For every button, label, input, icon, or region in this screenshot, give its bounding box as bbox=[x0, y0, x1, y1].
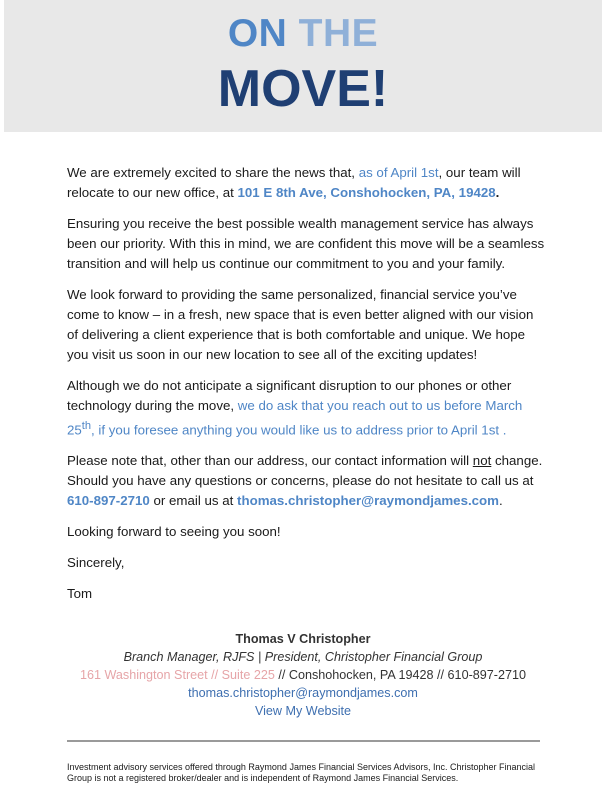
p5-not: not bbox=[472, 453, 492, 469]
signature-name: Thomas V Christopher bbox=[235, 632, 371, 646]
move-date: as of April 1st bbox=[358, 165, 439, 180]
p4-request: we do ask that you reach out to us before March 25 bbox=[67, 398, 523, 438]
signature-title: Branch Manager, RJFS | President, Christopher Financial Group bbox=[123, 650, 483, 664]
p5-text-2: change. Should you have any questions or concerns, please do not hesitate to call us at bbox=[67, 453, 543, 489]
p5-text-3: or email us at bbox=[149, 493, 238, 509]
signoff-name: Tom bbox=[67, 586, 93, 602]
paragraph-closing-line: Looking forward to seeing you soon! bbox=[67, 524, 281, 540]
closing-sincerely: Sincerely, bbox=[67, 555, 125, 571]
header-banner bbox=[4, 0, 602, 132]
paragraph-new-space: We look forward to providing the same personalized, financial service you’ve come to know – in a fresh, new space that is even better aligned with our vision of delivering a client experience that is both comfortable and unique. We hope you visit us soon in our new location to see all of the exciting updates! bbox=[67, 287, 534, 362]
paragraph-contact bbox=[67, 451, 545, 511]
banner-word-move: MOVE! bbox=[217, 60, 389, 118]
phone-number: 610-897-2710 bbox=[67, 493, 150, 509]
p4-superscript: th bbox=[81, 420, 92, 432]
p4-request-2: , if you foresee anything you would like us to address prior to April 1st . bbox=[91, 422, 507, 438]
paragraph-commitment: Ensuring you receive the best possible wealth management service has always been our priority. With this in mind, we are confident this move will be a seamless transition and will help us continue our commitment to you and your family. bbox=[67, 216, 545, 271]
p1-period: . bbox=[495, 185, 500, 200]
email-link[interactable]: thomas.christopher@raymondjames.com bbox=[237, 493, 499, 509]
p4-text: Although we do not anticipate a significant disruption to our phones or other technology during the move, bbox=[67, 378, 512, 413]
signature-old-address: 161 Washington Street // Suite 225 bbox=[80, 668, 275, 682]
view-website-link[interactable]: View My Website bbox=[254, 704, 352, 718]
p1-text: We are extremely excited to share the news that, bbox=[67, 165, 359, 180]
signature-address-rest: // Conshohocken, PA 19428 // 610-897-2710 bbox=[274, 668, 526, 682]
signature-email-link[interactable]: thomas.christopher@raymondjames.com bbox=[188, 686, 418, 700]
new-address: 101 E 8th Ave, Conshohocken, PA, 19428 bbox=[237, 185, 496, 200]
letter-body bbox=[67, 163, 545, 615]
p1-text-2: , our team will relocate to our new office, at bbox=[67, 165, 521, 200]
paragraph-disruption bbox=[67, 376, 545, 440]
p5-period: . bbox=[499, 493, 503, 509]
legal-disclaimer: Investment advisory services offered through Raymond James Financial Services Advisors, Inc. Christopher Financial Group is not a registered broker/dealer and is independent of Raymond James Financial Services. bbox=[67, 762, 536, 783]
paragraph-announcement bbox=[67, 163, 545, 203]
banner-word-the: THE bbox=[298, 12, 379, 55]
banner-word-on: ON bbox=[227, 12, 288, 55]
banner-line-1 bbox=[4, 12, 602, 56]
signature-address-line bbox=[0, 666, 606, 684]
email-signature bbox=[0, 630, 606, 720]
divider-rule bbox=[67, 740, 540, 742]
p5-text: Please note that, other than our address, our contact information will bbox=[67, 453, 473, 469]
